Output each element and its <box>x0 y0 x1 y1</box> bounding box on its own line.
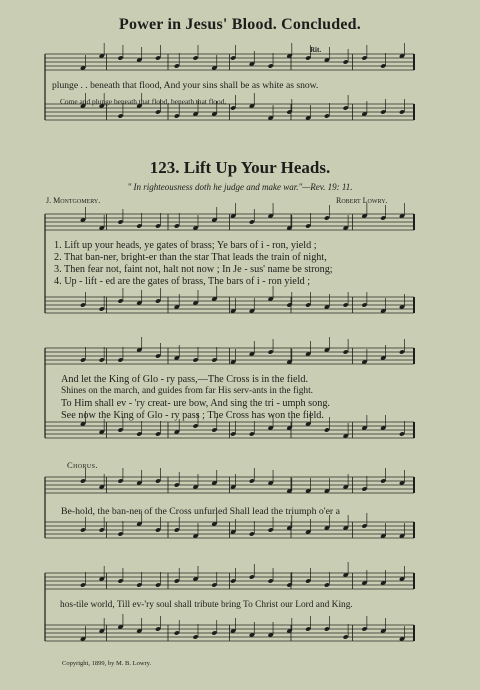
ritardando-mark: Rit. <box>310 46 322 54</box>
chorus-line-1: Be-hold, the ban-ner of the Cross unfurled Shall lead the triumph o'er a <box>61 506 340 517</box>
concluded-lyric-line: plunge . . beneath that flood, And your sins shall be as white as snow. <box>52 80 319 91</box>
verse-line-2: 2. That ban-ner, bright-er than the star That leads the train of night, <box>54 252 327 263</box>
verse-line-8: See now the King of Glo - ry pass ; The Cross has won the field. <box>61 410 324 421</box>
verse-line-6: Shines on the march, and guides from far His serv-ants in the fight. <box>61 386 314 396</box>
hymn-title: 123. Lift Up Your Heads. <box>149 158 331 177</box>
verse-line-3: 3. Then fear not, faint not, halt not now ; In Je - sus' name be strong; <box>54 264 333 275</box>
verse-line-5: And let the King of Glo - ry pass,—The Cross is in the field. <box>61 374 309 385</box>
chorus-line-2: hos-tile world, Till ev-'ry soul shall tribute bring To Christ our Lord and King. <box>60 600 353 610</box>
copyright-notice: Copyright, 1899, by M. B. Lowry. <box>62 660 152 667</box>
music-credit: Robert Lowry. <box>336 196 388 205</box>
epigraph: " In righteousness doth he judge and make war."—Rev. 19: 11. <box>127 182 353 192</box>
verse-line-7: To Him shall ev - 'ry creat- ure bow, And sing the tri - umph song. <box>61 398 330 409</box>
page-title: Power in Jesus' Blood. Concluded. <box>119 16 361 33</box>
concluded-bass-lyric: Come and plunge beneath that flood, beneath that flood, <box>60 97 227 106</box>
verse-line-4: 4. Up - lift - ed are the gates of brass, The bars of i - ron yield ; <box>54 276 311 287</box>
chorus-label: Chorus. <box>67 460 98 470</box>
words-credit: J. Montgomery. <box>46 196 101 205</box>
verse-line-1: 1. Lift up your heads, ye gates of brass; Ye bars of i - ron, yield ; <box>54 240 317 251</box>
